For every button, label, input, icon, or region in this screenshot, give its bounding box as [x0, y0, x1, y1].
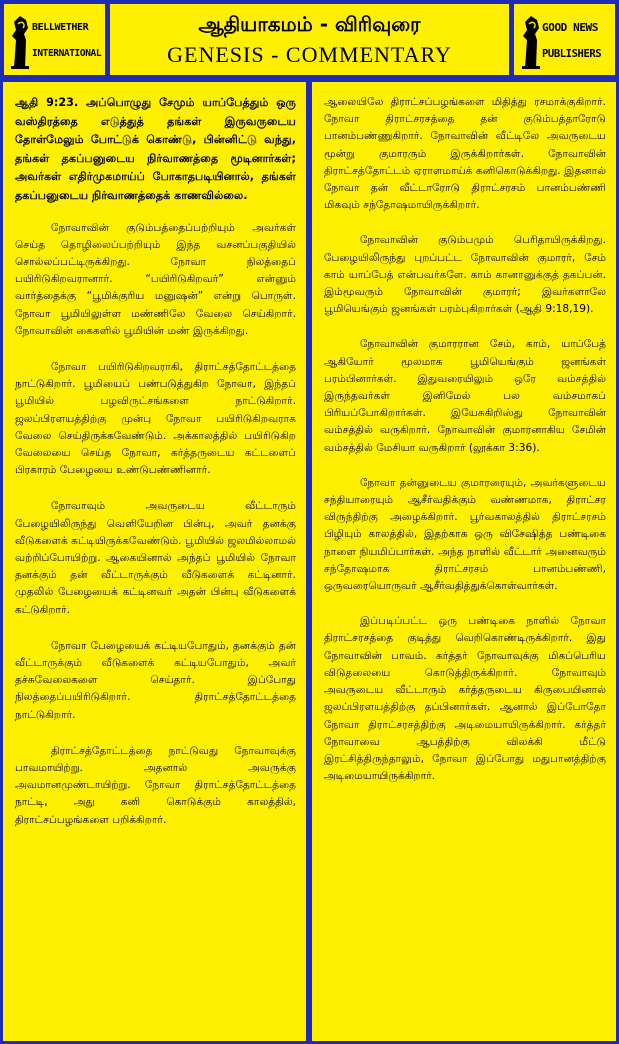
commentary-paragraph: நோவாவின் குமாரரான சேம், காம், யாப்பேத் ஆகியோர் மூலமாக பூமியெங்கும் ஜனங்கள் பரம்பினார்கள். இதுவரையிலும் ஒரே வம்சத்தில் இருந்தவர்கள் இனிமேல் பல வம்சமாகப் பிரியப்போகிறார்கள். இயேசுகிறிஸ்து நோவாவின் வம்சத்தில் வருகிறார். நோவாவின் குமாரனாகிய சேமின் வம்சத்தில் மேசியா வருகிறார் (லூக்கா 3:36).	[324, 338, 606, 454]
commentary-paragraph: இப்படிப்பட்ட ஒரு பண்டிகை நாளில் நோவா திராட்சரசத்தை குடித்து வெறிகொண்டிருக்கிறார். இது நோவாவின் பாவம். கர்த்தர் நோவாவுக்கு மிகப்பெரிய விடுதலையை கொடுத்திருக்கிறார். நோவாவும் அவருடைய வீட்டாரும் கர்த்தருடைய கிருபையினால் ஜலப்பிரளயத்திற்கு தப்பினார்கள். ஆனால் இப்போதோ நோவா திராட்சரசத்திற்கு அடிமையாயிருக்கிறார். கர்த்தர் நோவாவை ஆபத்திற்கு விலக்கி மீட்டு இரட்சித்திருந்தாலும், நோவா இப்போது மதுபானத்திற்கு அடிமையாயிருக்கிறார்.	[324, 615, 606, 783]
left-column	[3, 82, 306, 1041]
commentary-paragraph: நோவாவின் குடும்பத்தைப்பற்றியும் அவர்கள் செய்த தொழிலைப்பற்றியும் இந்த வசனப்பகுதியில் சொல்லப்பட்டிருக்கிறது. நோவா நிலத்தைப் பயிரிடுகிறவரானார். “பயிரிடுகிறவர்” என்னும் வார்த்தைக்கு “பூமிக்குரிய மனுஷன்” என்று பொருள். நோவா பூமியிலுள்ள மண்ணிலே வேலை செய்கிறார். நோவாவின் கைகளில் பூமியின் மண் இருக்கிறது.	[15, 221, 296, 337]
commentary-paragraph: நோவா தன்னுடைய குமாரரையும், அவர்களுடைய சந்தியாரையும் ஆசீர்வதிக்கும் வண்ணமாக, திராட்சர விருந்திற்கு அழைக்கிறார். பூர்வகாலத்தில் திராட்சரசம் பிழியும் காலத்தில், இதற்காக ஒரு விசேஷித்த பண்டிகை நாளை நியமிப்பார்கள். அந்த நாளில் வீட்டார் அனைவரும் சந்தோஷமாக திராட்சரசம் பானம்பண்ணி, ஒருவரையொருவர் ஆசீர்வதித்துக்கொள்வார்கள்.	[324, 476, 606, 593]
logo-line1: BELLWETHER	[32, 22, 89, 33]
page-header	[0, 0, 619, 79]
left-logo-box	[3, 3, 106, 76]
logo-line2: PUBLISHERS	[542, 48, 602, 60]
title-english: GENESIS - COMMENTARY	[167, 42, 452, 67]
commentary-paragraph: திராட்சத்தோட்டத்தை நாட்டுவது நோவாவுக்கு பாவமாயிற்று. அதனால் அவருக்கு அவமானமுண்டாயிற்று. நோவா திராட்சத்தோட்டத்தை நாட்டி, அது கனி கொடுக்கும் காலத்தில், திராட்சப்பழங்களை பறிக்கிறார்.	[15, 744, 296, 826]
commentary-paragraph: நோவா பயிரிடுகிறவராகி, திராட்சத்தோட்டத்தை நாட்டுகிறார். பூமியைப் பண்படுத்துகிற நோவா, இந்தப் பூமியில் பழவிருட்சங்களை நாட்டுகிறார். ஜலப்பிரளயத்திற்கு முன்பு நோவா பயிரிடுகிறவராக வேலை செய்திருக்கவேண்டும். அக்காலத்தில் பயிரிடுகிற வேலையை செய்த நோவா, கர்த்தருடைய கட்டளைப் பிரகாரம் பேழையை உண்டுபண்ணினார்.	[15, 360, 296, 477]
verse-text: ஆதி 9:23. அப்பொழுது சேமும் யாப்பேத்தும் ஒரு வஸ்திரத்தை எடுத்துத் தங்கள் இருவருடைய தோள்மேலும் போட்டுக் கொண்டு, பின்னிட்டு வந்து, தங்கள் தகப்பனுடைய நிர்வாணத்தை மூடினார்கள்; அவர்கள் எதிர்முகமாய்ப் போகாதபடியினால், தங்கள் தகப்பனுடைய நிர்வாணத்தைக் காணவில்லை.	[15, 96, 296, 202]
right-column	[312, 82, 616, 1041]
title-tamil: ஆதியாகமம் - விரிவுரை	[198, 12, 421, 36]
commentary-paragraph: நோவாவும் அவருடைய வீட்டாரும் பேழையிலிருந்து வெளியேறின பின்பு, அவர் தனக்கு வீடுகளைக் கட்டியிருக்கவேண்டும். பூமியில் ஜலமில்லாமல் வற்றிப்போயிற்று. ஆகையினால் அந்தப் பூமியில் நோவா தனக்கும் தன் வீட்டாருக்கும் வீடுகளைக் கட்டினார். முதலில் பேழையைக் கட்டினவர் அதன் பின்பு வீடுகளைக் கட்டுகிறார்.	[15, 500, 296, 616]
commentary-paragraph: நோவா பேழையைக் கட்டியபோதும், தனக்கும் தன் வீட்டாருக்கும் வீடுகளைக் கட்டியபோதும், அவர் தச்சுவேலைகளை செய்தார். இப்போது நிலத்தைப்பயிரிடுகிறார். திராட்சத்தோட்டத்தை நாட்டுகிறார்.	[15, 639, 296, 721]
logo-line1: GOOD NEWS	[542, 21, 599, 34]
commentary-paragraph: ஆலையிலே திராட்சப்பழங்களை மிதித்து ரசமாக்குகிறார். நோவா திராட்சரசத்தை தன் குடும்பத்தாரோடு பானம்பண்ணுகிறார். நோவாவின் வீட்டிலே அவருடைய மூன்று குமாரரும் இருக்கிறார்கள். நோவாவின் திராட்சத்தோட்டம் ஏராளமாய்க் கனிகொடுக்கிறது. இதனால் நோவா தன் வீட்டாரோடு திராட்சரசம் பானம்பண்ணி மிகவும் சந்தோஷமாயிருக்கிறார்.	[324, 96, 606, 212]
commentary-paragraph: நோவாவின் குடும்பமும் பெரிதாயிருக்கிறது. பேழையிலிருந்து புறப்பட்ட நோவாவின் குமாரர், சேம் காம் யாப்பேத் என்பவர்களே. காம் கானானுக்குத் தகப்பன். இம்மூவரும் நோவாவின் குமாரர்; இவர்களாலே பூமியெங்கும் ஜனங்கள் பரம்புகிறார்கள் (ஆதி 9:18,19).	[324, 234, 606, 316]
bellwether-ram-icon	[10, 10, 32, 70]
logo-line2: INTERNATIONAL	[32, 48, 102, 59]
bellwether-logo	[10, 10, 101, 70]
good-news-ram-icon	[520, 10, 542, 70]
good-news-logo	[520, 10, 611, 70]
right-logo-box	[513, 3, 616, 76]
title-box	[109, 3, 510, 76]
